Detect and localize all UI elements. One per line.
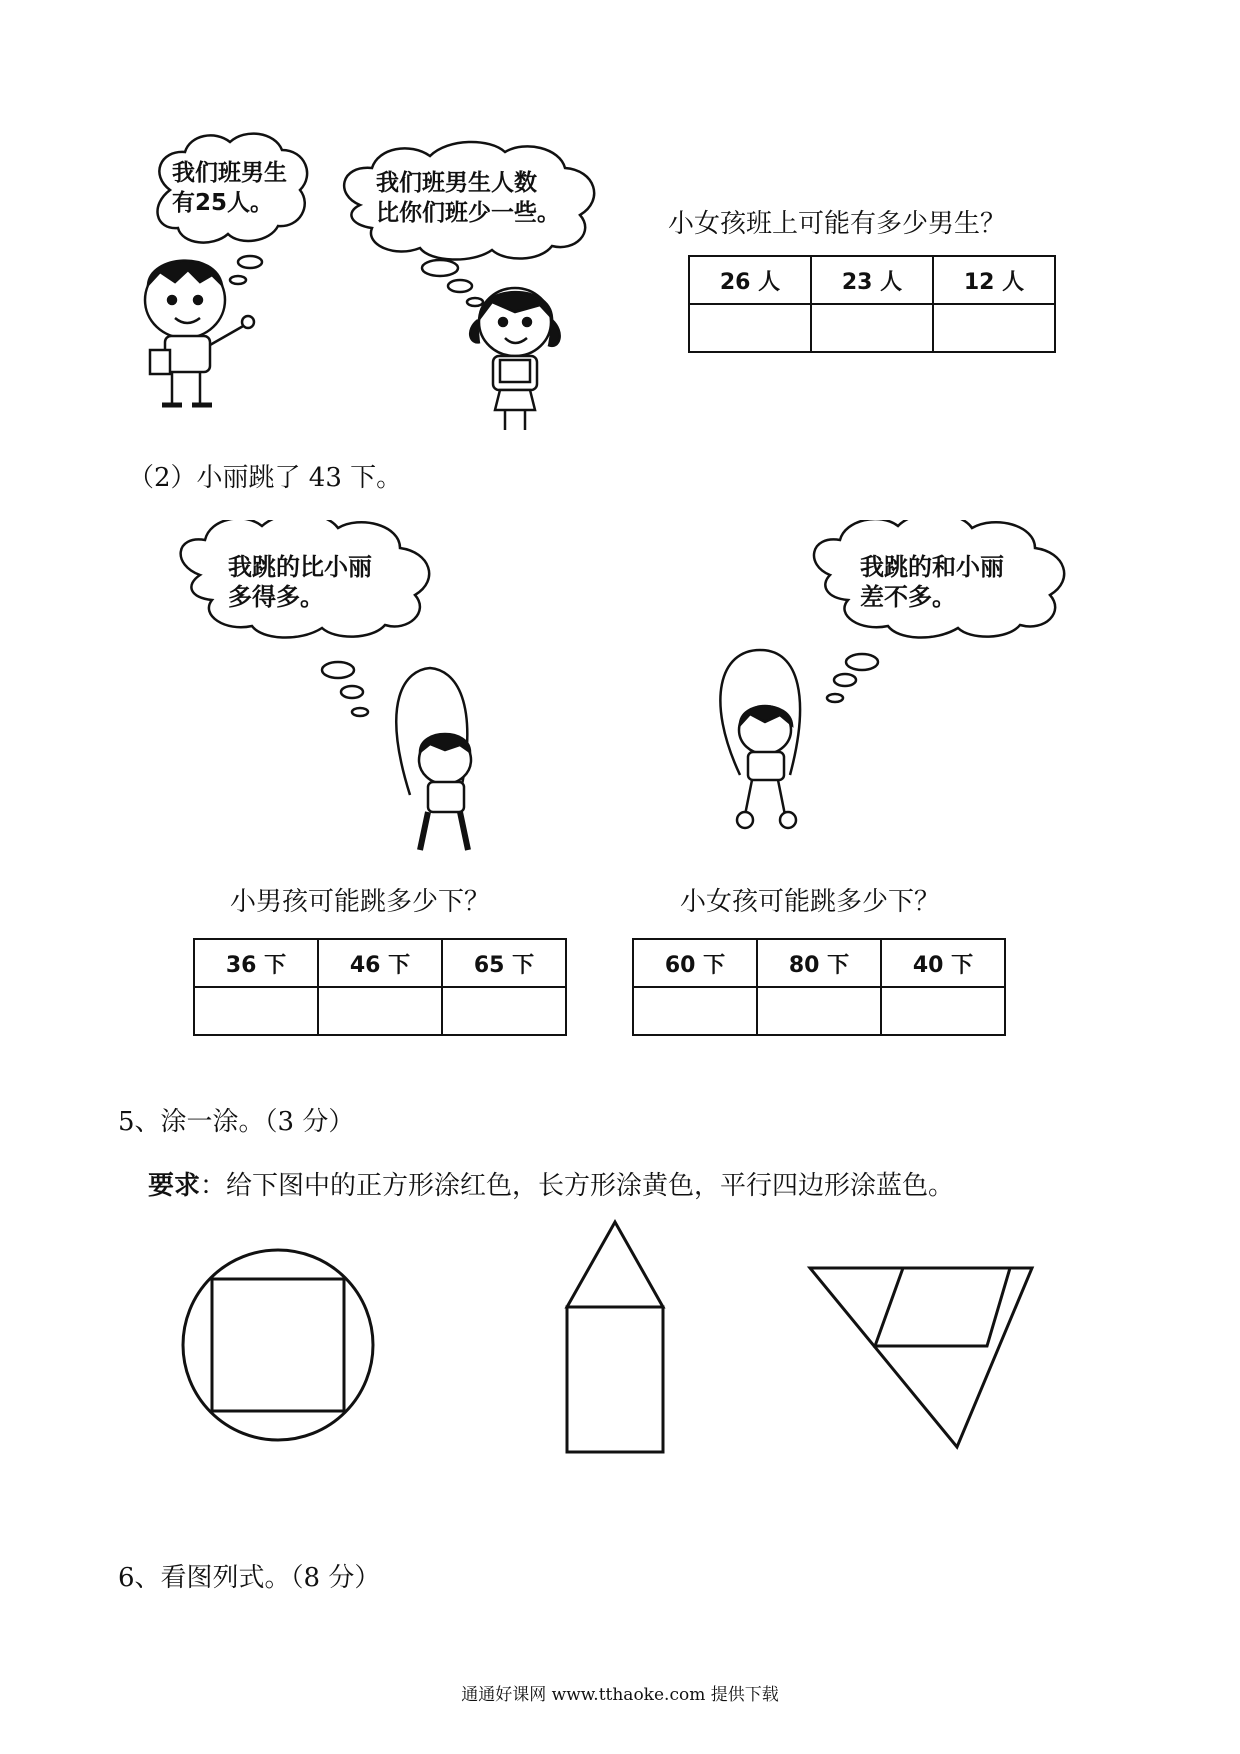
q5-requirement — [148, 1170, 954, 1202]
answer-cell[interactable] — [318, 987, 442, 1035]
inscribed-square-shape — [212, 1279, 344, 1411]
boy-jump-question: 小男孩可能跳多少下？ — [230, 887, 491, 917]
answer-cell[interactable] — [442, 987, 566, 1035]
answer-cell[interactable] — [194, 987, 318, 1035]
answer-cell[interactable] — [933, 304, 1055, 352]
option-cell: 36 下 — [194, 939, 318, 987]
option-cell: 60 下 — [633, 939, 757, 987]
girl-jump-answer-table — [632, 938, 1006, 1036]
q6-heading: 6、看图列式。（8 分） — [118, 1563, 381, 1593]
q4-part1-question: 小女孩班上可能有多少男生？ — [668, 209, 1007, 239]
girl-jump-question: 小女孩可能跳多少下？ — [680, 887, 941, 917]
boy-jump-answer-table — [193, 938, 567, 1036]
boy-bubble-text: 我们班男生 有25人。 — [172, 160, 287, 216]
page-footer: 通通好课网 www.tthaoke.com 提供下载 — [461, 1685, 779, 1705]
boy-jump-thought-cloud — [181, 520, 430, 716]
option-cell: 12 人 — [933, 256, 1055, 304]
part2-illustration — [0, 520, 1240, 870]
answer-cell[interactable] — [689, 304, 811, 352]
boy-jump-bubble-text: 我跳的比小丽 多得多。 — [228, 553, 372, 611]
requirement-text: ：给下图中的正方形涂红色，长方形涂黄色，平行四边形涂蓝色。 — [200, 1171, 955, 1201]
q5-shapes — [0, 1210, 1240, 1480]
q5-heading: 5、涂一涂。（3 分） — [118, 1107, 355, 1137]
jumping-girl-figure — [720, 650, 800, 828]
option-cell: 40 下 — [881, 939, 1005, 987]
option-cell: 46 下 — [318, 939, 442, 987]
jumping-boy-figure — [396, 668, 471, 850]
girl-bubble-text: 我们班男生人数 比你们班少一些。 — [376, 170, 560, 226]
option-cell: 23 人 — [811, 256, 933, 304]
tall-rectangle-shape — [567, 1307, 663, 1452]
roof-triangle-shape — [567, 1222, 663, 1307]
part1-illustration — [0, 0, 1240, 440]
girl-jump-bubble-text: 我跳的和小丽 差不多。 — [860, 553, 1004, 611]
requirement-label: 要求 — [148, 1171, 201, 1201]
answer-cell[interactable] — [881, 987, 1005, 1035]
answer-cell[interactable] — [757, 987, 881, 1035]
q4-part1-answer-table — [688, 255, 1056, 353]
option-cell: 80 下 — [757, 939, 881, 987]
option-cell: 26 人 — [689, 256, 811, 304]
answer-cell[interactable] — [811, 304, 933, 352]
option-cell: 65 下 — [442, 939, 566, 987]
q4-part2-heading: （2）小丽跳了 43 下。 — [128, 463, 403, 493]
girl-figure — [470, 288, 559, 430]
answer-cell[interactable] — [633, 987, 757, 1035]
